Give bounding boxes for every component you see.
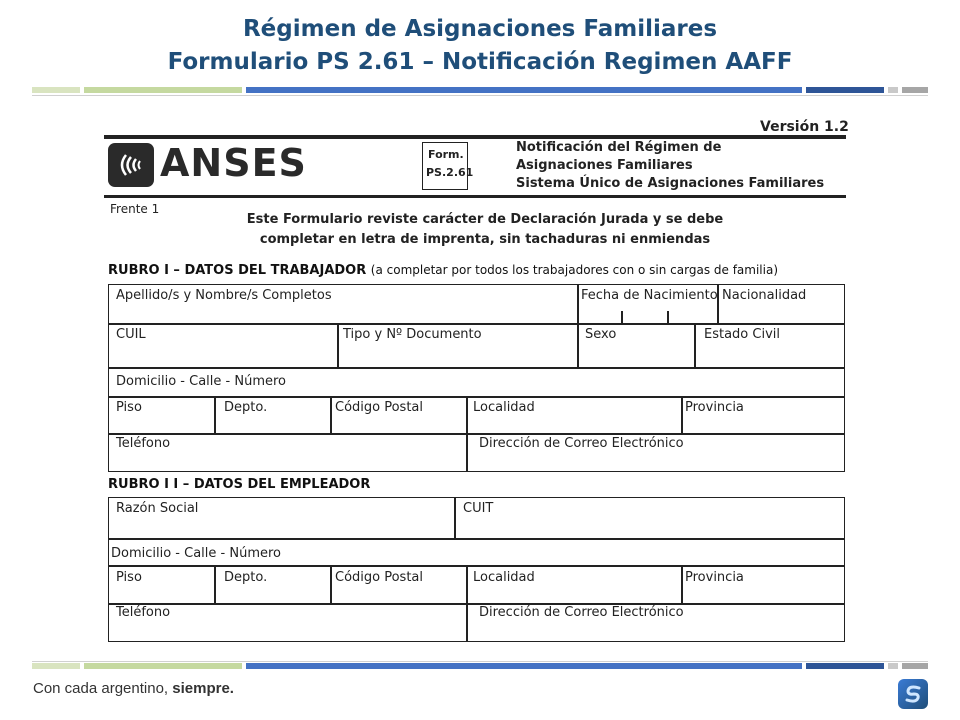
field-email[interactable]: Dirección de Correo Electrónico [479,436,684,451]
footer-slogan-prefix: Con cada argentino, [33,680,173,697]
field-telefono[interactable]: Teléfono [116,436,171,451]
anses-brand: ANSES [160,141,307,185]
field-estado-civil[interactable]: Estado Civil [704,327,780,342]
form-code-line1: Form. [428,148,464,161]
form-code-line2: PS.2.61 [426,166,474,179]
field-empleador-provincia[interactable]: Provincia [685,570,744,585]
field-empleador-depto[interactable]: Depto. [224,570,268,585]
footer-slogan [33,680,234,697]
rubro1-title-text: RUBRO I – DATOS DEL TRABAJADOR [108,263,367,278]
field-cuit[interactable]: CUIT [463,501,494,516]
rubro2-title: RUBRO I I – DATOS DEL EMPLEADOR [108,477,371,492]
declaration-line1: Este Formulario reviste carácter de Declaración Jurada y se debe [246,212,724,227]
form-heading-line2: Asignaciones Familiares [516,158,693,173]
page-label: Frente 1 [110,202,160,216]
slide-title-line1: Régimen de Asignaciones Familiares [242,16,718,42]
footer-slogan-emphasis: siempre. [172,680,234,697]
anses-logo-icon [108,143,154,187]
field-empleador-localidad[interactable]: Localidad [473,570,535,585]
field-cuil[interactable]: CUIL [116,327,146,342]
field-nacionalidad[interactable]: Nacionalidad [722,288,807,303]
field-empleador-domicilio[interactable]: Domicilio - Calle - Número [111,546,281,561]
slide-title-line2: Formulario PS 2.61 – Notificación Regimen AAFF [167,49,793,75]
field-empleador-email[interactable]: Dirección de Correo Electrónico [479,605,684,620]
field-provincia[interactable]: Provincia [685,400,744,415]
field-domicilio[interactable]: Domicilio - Calle - Número [116,374,286,389]
field-empleador-telefono[interactable]: Teléfono [116,605,171,620]
field-empleador-piso[interactable]: Piso [116,570,142,585]
field-empleador-codigo-postal[interactable]: Código Postal [335,570,424,585]
form-version: Versión 1.2 [760,119,849,135]
field-apellido[interactable]: Apellido/s y Nombre/s Completos [116,288,332,303]
form-heading [516,139,824,193]
field-tipo-documento[interactable]: Tipo y Nº Documento [343,327,482,342]
field-depto[interactable]: Depto. [224,400,268,415]
anses-swirl-logo-icon [898,679,928,709]
rubro1-note: (a completar por todos los trabajadores con o sin cargas de familia) [370,263,779,277]
field-codigo-postal[interactable]: Código Postal [335,400,424,415]
declaration-line2: completar en letra de imprenta, sin tachaduras ni enmiendas [259,232,711,247]
field-sexo[interactable]: Sexo [585,327,617,342]
form-heading-line1: Notificación del Régimen de [516,140,722,155]
field-piso[interactable]: Piso [116,400,142,415]
field-localidad[interactable]: Localidad [473,400,535,415]
rubro1-title [108,263,778,278]
form-heading-line3: Sistema Único de Asignaciones Familiares [516,176,825,191]
field-fecha-nacimiento[interactable]: Fecha de Nacimiento [581,288,718,303]
field-razon-social[interactable]: Razón Social [116,501,199,516]
